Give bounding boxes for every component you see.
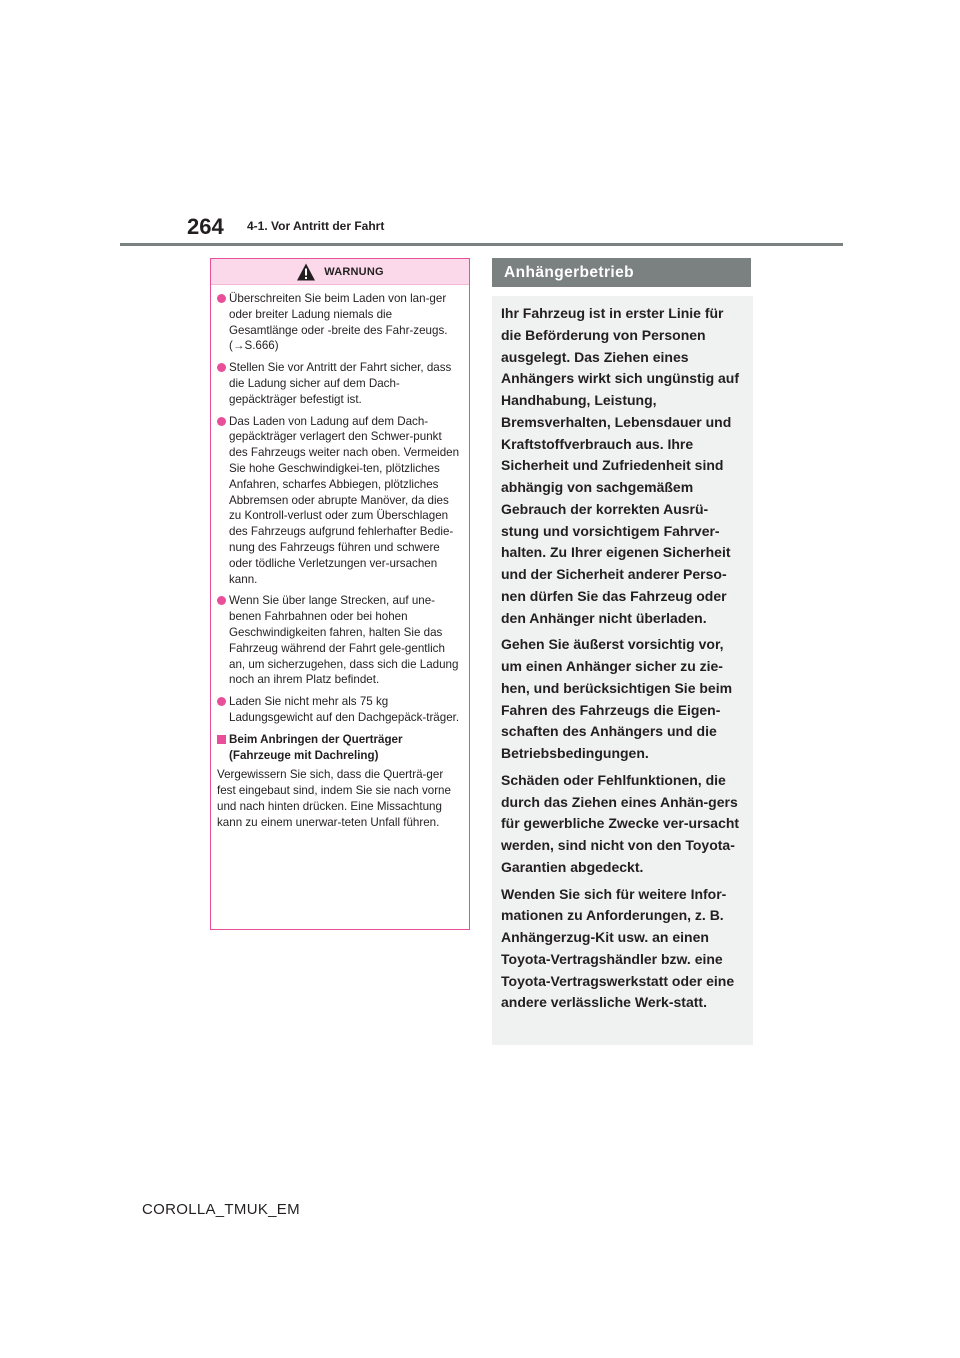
warning-item: Stellen Sie vor Antritt der Fahrt sicher, dass die Ladung sicher auf dem Dach-gepäckträger befestigt ist. — [217, 360, 461, 407]
trailer-info-box — [492, 296, 753, 1045]
trailer-paragraph: Schäden oder Fehlfunktionen, die durch das Ziehen eines Anhän-gers für gewerbliche Zwecke ver-ursacht werden, sind nicht von den Toyota-Garantien abgedeckt. — [501, 771, 740, 875]
trailer-paragraph: Ihr Fahrzeug ist in erster Linie für die Beförderung von Personen ausgelegt. Das Ziehen eines Anhängers wirkt sich ungünstig auf Handhabung, Leistung, Bremsverhalten, Lebensdauer und Kraftstoffverbrauch aus. Ihre Sicherheit und Zufriedenheit sind abhängig von sachgemäßem Gebrauch der korrekten Ausrü-stung und vorsichtigem Fahrver-halten. Zu Ihrer eigenen Sicherheit und der Sicherheit anderer Perso-nen dürfen Sie das Fahrzeug oder den Anhänger nicht überladen. — [501, 305, 740, 626]
trailer-paragraph: Wenden Sie sich für weitere Infor-mationen zu Anforderungen, z. B. Anhängerzug-Kit usw. an einen Toyota-Vertragshändler bzw. eine Toyota-Vertragswerkstatt oder eine andere verlässliche Werk-statt. — [501, 885, 735, 1011]
bullet-square-icon — [217, 735, 226, 744]
section-title: 4-1. Vor Antritt der Fahrt — [247, 219, 385, 233]
bullet-dot-icon — [217, 697, 226, 706]
page-number: 264 — [187, 214, 224, 239]
header-rule — [120, 243, 843, 246]
warning-item: Das Laden von Ladung auf dem Dach-gepäckträger verlagert den Schwer-punkt des Fahrzeugs weiter nach oben. Vermeiden Sie hohe Geschwindigkei-ten, plötzliches Anfahren, scharfes Abbiegen, plötzliches Abbremsen oder abrupte Manöver, da dies zu Kontroll-verlust oder zum Überschlagen des Fahrzeugs aufgrund fehlerhafter Bedie-nung des Fahrzeugs führen und schwere oder tödliche Verletzungen ver-ursachen kann. — [217, 414, 461, 588]
bullet-dot-icon — [217, 363, 226, 372]
warning-body — [211, 285, 469, 831]
warning-item: Wenn Sie über lange Strecken, auf une-benen Fahrbahnen oder bei hohen Geschwindigkeiten fahren, halten Sie das Fahrzeug während der Fahrt gele-gentlich an, um sicherzugehen, dass sich die Ladung noch an ihrem Platz befindet. — [217, 593, 461, 688]
bullet-dot-icon — [217, 294, 226, 303]
trailer-paragraph: Gehen Sie äußerst vorsichtig vor, um einen Anhänger sicher zu zie-hen, und berücksichtigen Sie beim Fahren des Fahrzeugs die Eigen-schaften des Anhängers und die Betriebsbedingungen. — [501, 636, 733, 761]
warning-label: WARNUNG — [324, 265, 384, 278]
warning-triangle-icon — [296, 262, 316, 282]
footer-code: COROLLA_TMUK_EM — [142, 1201, 300, 1218]
warning-box — [210, 258, 470, 930]
bullet-dot-icon — [217, 417, 226, 426]
warning-item: Überschreiten Sie beim Laden von lan-ger oder breiter Ladung niemals die Gesamtlänge oder -breite des Fahr-zeugs. (→S.666) — [217, 291, 461, 354]
warning-item: Laden Sie nicht mehr als 75 kg Ladungsgewicht auf den Dachgepäck-träger. — [217, 694, 461, 726]
warning-subheading: Beim Anbringen der Querträger (Fahrzeuge mit Dachreling) — [217, 732, 461, 764]
bullet-dot-icon — [217, 596, 226, 605]
warning-header — [211, 259, 469, 285]
warning-subtext: Vergewissern Sie sich, dass die Querträ-ger fest eingebaut sind, indem Sie sie nach vorne und nach hinten drücken. Eine Missachtung kann zu einem unerwar-teten Unfall führen. — [217, 768, 451, 829]
trailer-heading: Anhängerbetrieb — [492, 258, 751, 287]
